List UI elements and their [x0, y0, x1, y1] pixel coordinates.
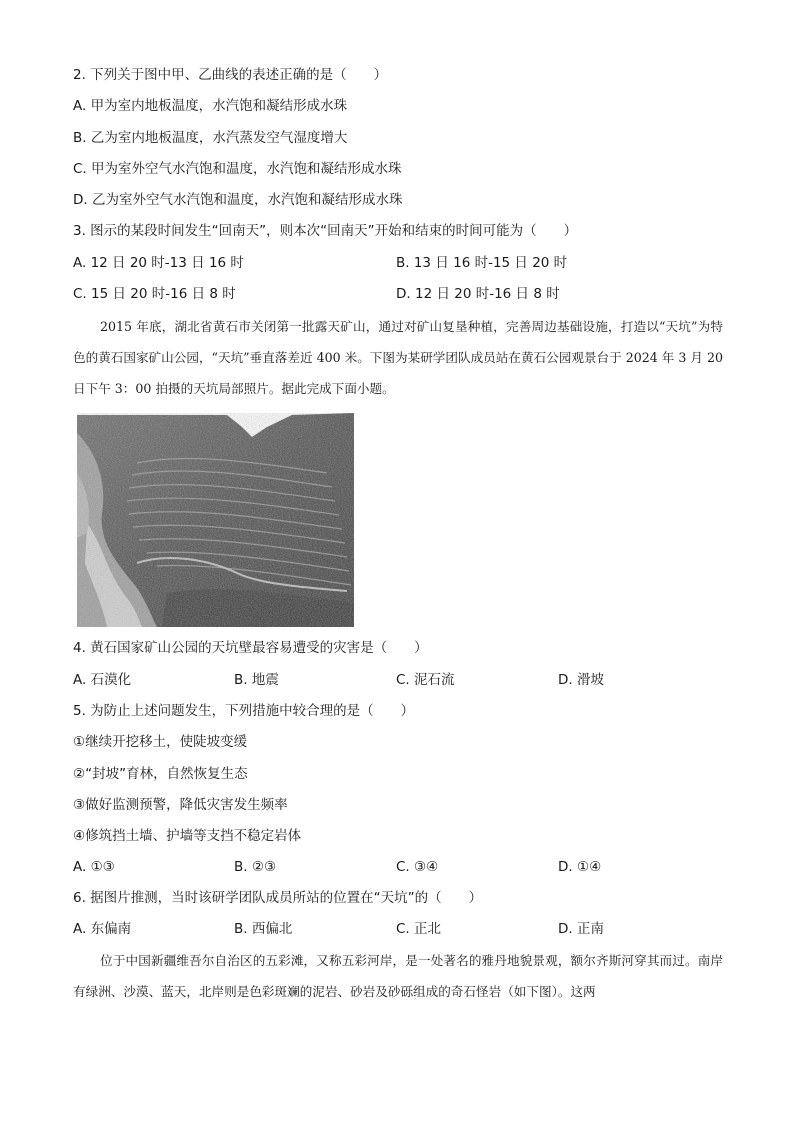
passage-wucaitan-text: 位于中国新疆维吾尔自治区的五彩滩，又称五彩河岸，是一处著名的雅丹地貌景观，额尔齐斯河穿其而过。南岸有绿洲、沙漠、蓝天，北岸则是色彩斑斓的泥岩、砂岩及砂砾组成的奇石怪岩（如下图）。这两 [73, 953, 723, 999]
q3-option-b: B. 13 日 16 时-15 日 20 时 [396, 255, 568, 271]
q4-option-c: C. 泥石流 [396, 672, 455, 688]
passage-wucaitan [73, 945, 723, 1007]
q6-stem: 6. 据图片推测，当时该研学团队成员所站的位置在“天坑”的（ ） [73, 890, 483, 906]
q5-item-1: ①继续开挖移土，使陡坡变缓 [73, 734, 248, 750]
q2-option-d: D. 乙为室外空气水汽饱和温度，水汽饱和凝结形成水珠 [73, 192, 403, 208]
q3-option-d: D. 12 日 20 时-16 日 8 时 [396, 286, 560, 302]
q5-option-b: B. ②③ [234, 859, 277, 875]
q2-stem: 2. 下列关于图中甲、乙曲线的表述正确的是（ ） [73, 67, 388, 83]
q4-option-b: B. 地震 [234, 672, 279, 688]
q3-option-a: A. 12 日 20 时-13 日 16 时 [73, 255, 244, 271]
tiankeng-photo [77, 413, 354, 627]
q4-option-d: D. 滑坡 [558, 672, 604, 688]
q5-item-3: ③做好监测预警，降低灾害发生频率 [73, 797, 288, 813]
q5-option-a: A. ①③ [73, 859, 115, 875]
q6-option-d: D. 正南 [558, 921, 604, 937]
q6-option-c: C. 正北 [396, 921, 442, 937]
q5-item-2: ②“封坡”育林，自然恢复生态 [73, 766, 248, 782]
passage-tiankeng-text: 2015 年底，湖北省黄石市关闭第一批露天矿山，通过对矿山复垦种植，完善周边基础设施，打造以“天坑”为特色的黄石国家矿山公园，“天坑”垂直落差近 400 米。下图为某研学团队成员站在黄石公园观景台于 2024 年 3 月 20 日下午 3：00 拍摄的天坑局部照片。据此完成下面小题。 [73, 319, 723, 396]
q5-stem: 5. 为防止上述问题发生，下列措施中较合理的是（ ） [73, 703, 415, 719]
q2-option-b: B. 乙为室内地板温度，水汽蒸发空气湿度增大 [73, 130, 348, 146]
q4-stem: 4. 黄石国家矿山公园的天坑壁最容易遭受的灾害是（ ） [73, 640, 428, 656]
q5-option-c: C. ③④ [396, 859, 439, 875]
q3-option-c: C. 15 日 20 时-16 日 8 时 [73, 286, 236, 302]
passage-tiankeng [73, 311, 723, 404]
q5-item-4: ④修筑挡土墙、护墙等支挡不稳定岩体 [73, 828, 302, 844]
q3-stem: 3. 图示的某段时间发生“回南天”，则本次“回南天”开始和结束的时间可能为（ ） [73, 223, 578, 239]
q2-option-a: A. 甲为室内地板温度，水汽饱和凝结形成水珠 [73, 98, 348, 114]
q4-option-a: A. 石漠化 [73, 672, 132, 688]
q2-option-c: C. 甲为室外空气水汽饱和温度，水汽饱和凝结形成水珠 [73, 161, 402, 177]
q5-option-d: D. ①④ [558, 859, 602, 875]
q6-option-a: A. 东偏南 [73, 921, 132, 937]
q6-option-b: B. 西偏北 [234, 921, 293, 937]
